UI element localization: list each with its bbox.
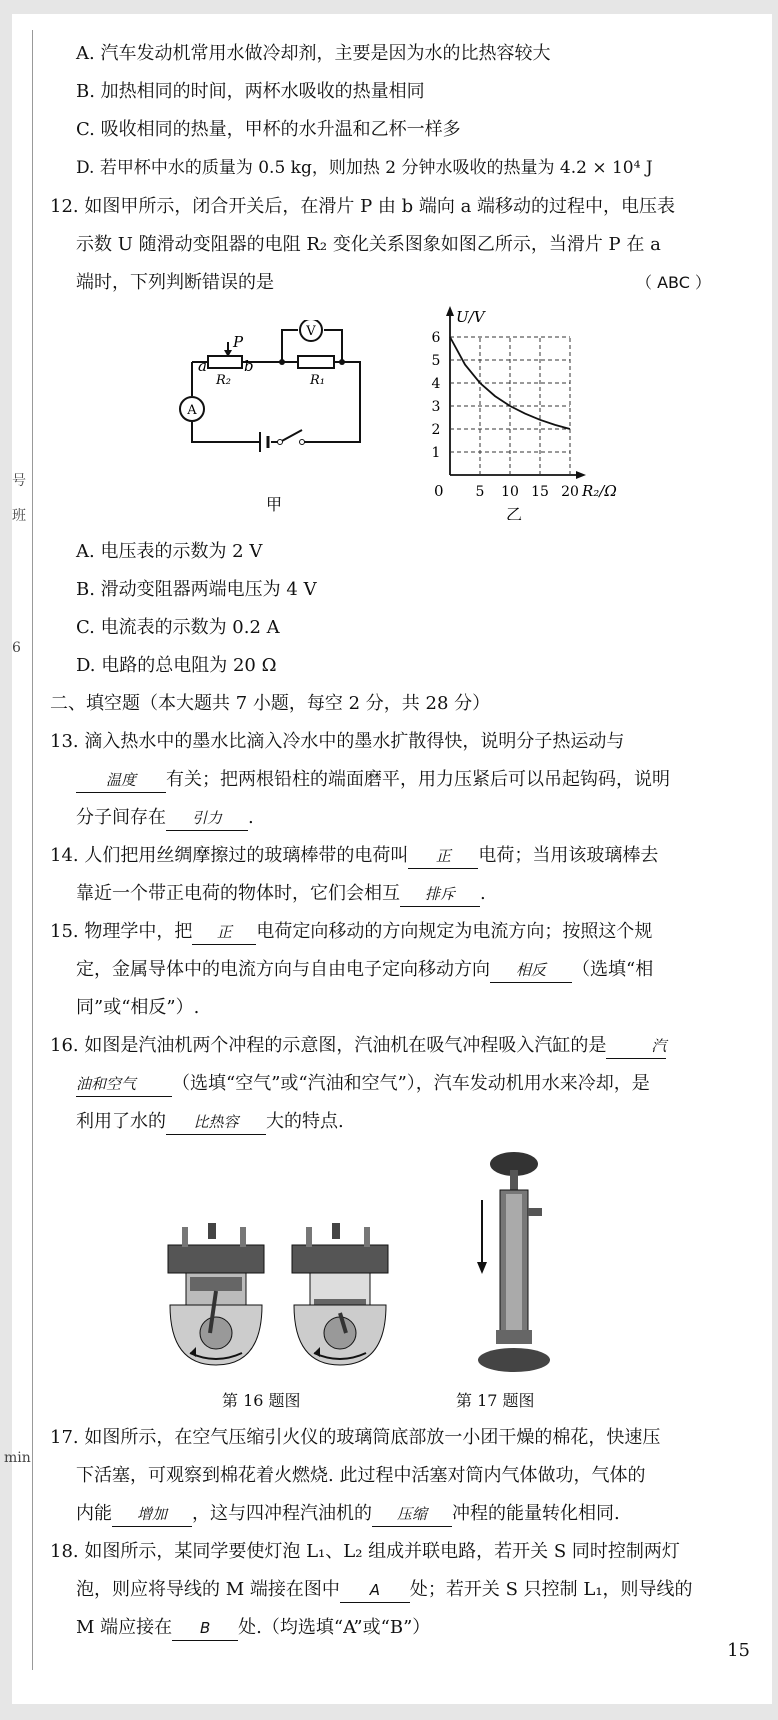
q13-line-2 bbox=[76, 768, 670, 793]
y-tick-label: 4 bbox=[431, 376, 441, 392]
q18-text-2: 泡，则应将导线的 M 端接在图中 bbox=[76, 1579, 340, 1600]
q13-text-3: 分子间存在 bbox=[76, 807, 166, 828]
q12-option-c: C. 电流表的示数为 0.2 A bbox=[76, 617, 280, 638]
q15-answer-1: 正 bbox=[192, 920, 256, 945]
q13-answer-1: 温度 bbox=[76, 768, 166, 793]
q13-answer-2: 引力 bbox=[166, 806, 248, 831]
q15-answer-2: 相反 bbox=[490, 958, 572, 983]
fig17-caption: 第 17 题图 bbox=[456, 1391, 535, 1410]
q18-text-3: M 端应接在 bbox=[76, 1617, 173, 1638]
q16-text-3: 利用了水的 bbox=[76, 1111, 166, 1132]
q16-text-3-end: 大的特点. bbox=[266, 1111, 344, 1132]
fire-syringe-figure bbox=[470, 1150, 550, 1380]
graph-xlabel: R₂/Ω bbox=[582, 482, 617, 500]
voltmeter-label: V bbox=[306, 324, 316, 339]
margin-char: 6 bbox=[12, 640, 21, 656]
engine-exhaust-stroke bbox=[168, 1223, 264, 1365]
slider-label: P bbox=[233, 333, 244, 351]
q18-answer-1: A bbox=[340, 1578, 410, 1603]
q15-text-2-end: （选填“相 bbox=[572, 959, 654, 980]
q15-text-3: 同”或“相反”）. bbox=[76, 997, 200, 1018]
q17-text-3-end: 冲程的能量转化相同. bbox=[452, 1503, 620, 1524]
q14-text-2: 靠近一个带正电荷的物体时，它们会相互 bbox=[76, 883, 400, 904]
fig16-caption: 第 16 题图 bbox=[222, 1391, 301, 1410]
q12-text-1: 12. 如图甲所示，闭合开关后，在滑片 P 由 b 端向 a 端移动的过程中，电压表 bbox=[50, 196, 676, 217]
u-r2-graph bbox=[390, 300, 660, 520]
q15-text-1-end: 电荷定向移动的方向规定为电流方向；按照这个规 bbox=[256, 921, 653, 942]
q11-option-b: B. 加热相同的时间，两杯水吸收的热量相同 bbox=[76, 81, 425, 102]
q14-text-2-end: . bbox=[480, 883, 486, 904]
q16-line-1 bbox=[50, 1034, 666, 1059]
q17-text-1: 17. 如图所示，在空气压缩引火仪的玻璃筒底部放一小团干燥的棉花，快速压 bbox=[50, 1427, 661, 1448]
q16-line-3 bbox=[76, 1110, 344, 1135]
q16-line-2 bbox=[76, 1072, 650, 1097]
y-tick-label: 5 bbox=[431, 353, 441, 369]
q12-option-b: B. 滑动变阻器两端电压为 4 V bbox=[76, 579, 317, 600]
y-tick-label: 1 bbox=[431, 445, 441, 461]
y-tick-label: 2 bbox=[431, 422, 441, 438]
graph-caption: 乙 bbox=[505, 505, 523, 520]
q15-line-2 bbox=[76, 958, 653, 983]
q13-text-1: 13. 滴入热水中的墨水比滴入冷水中的墨水扩散得快，说明分子热运动与 bbox=[50, 731, 625, 752]
r2-label: R₂ bbox=[216, 373, 231, 388]
r1-label: R₁ bbox=[310, 373, 325, 388]
circuit-caption: 甲 bbox=[266, 495, 283, 514]
section-heading: 二、填空题（本大题共 7 小题，每空 2 分，共 28 分） bbox=[50, 693, 491, 714]
end-b-label: b bbox=[244, 357, 254, 375]
engine-intake-stroke bbox=[292, 1223, 388, 1365]
end-a-label: a bbox=[198, 357, 207, 375]
margin-char: 号 bbox=[12, 473, 26, 489]
q14-line-2 bbox=[76, 882, 486, 907]
q14-line-1 bbox=[50, 844, 658, 869]
y-tick-label: 3 bbox=[431, 399, 441, 415]
y-tick-label: 6 bbox=[431, 330, 441, 346]
q18-text-2-end: 处；若开关 S 只控制 L₁，则导线的 bbox=[409, 1579, 693, 1600]
margin-char: 班 bbox=[12, 508, 26, 524]
q12-option-a: A. 电压表的示数为 2 V bbox=[76, 541, 263, 562]
q17-answer-2: 压缩 bbox=[372, 1502, 452, 1527]
q15-text-1: 15. 物理学中，把 bbox=[50, 921, 193, 942]
x-tick-label: 15 bbox=[531, 484, 549, 500]
q16-answer-1a: 汽 bbox=[606, 1034, 666, 1059]
q18-line-2 bbox=[76, 1578, 693, 1603]
q13-text-2: 有关；把两根铅柱的端面磨平，用力压紧后可以吊起钩码，说明 bbox=[166, 769, 670, 790]
q18-answer-2: B bbox=[172, 1616, 238, 1641]
q15-text-2: 定，金属导体中的电流方向与自由电子定向移动方向 bbox=[76, 959, 490, 980]
q12-answer: （ ABC ） bbox=[636, 273, 711, 292]
x-tick-label: 20 bbox=[561, 484, 579, 500]
q11-option-d: D. 若甲杯中水的质量为 0.5 kg，则加热 2 分钟水吸收的热量为 4.2 × 10⁴ J bbox=[76, 158, 653, 178]
q11-option-c: C. 吸收相同的热量，甲杯的水升温和乙杯一样多 bbox=[76, 119, 461, 140]
q16-answer-1b: 油和空气 bbox=[76, 1072, 172, 1097]
q17-line-3 bbox=[76, 1502, 620, 1527]
q13-line-3 bbox=[76, 806, 254, 831]
q16-text-2: （选填“空气”或“汽油和空气”），汽车发动机用水来冷却，是 bbox=[172, 1073, 650, 1094]
q17-text-3-mid: ，这与四冲程汽油机的 bbox=[192, 1503, 372, 1524]
q11-option-a: A. 汽车发动机常用水做冷却剂，主要是因为水的比热容较大 bbox=[76, 43, 551, 64]
binding-margin bbox=[4, 30, 33, 1670]
q14-answer-1: 正 bbox=[408, 844, 478, 869]
q12-text-2: 示数 U 随滑动变阻器的电阻 R₂ 变化关系图象如图乙所示，当滑片 P 在 a bbox=[76, 234, 661, 255]
x-tick-label: 10 bbox=[501, 484, 519, 500]
engine-strokes-figure bbox=[160, 1215, 400, 1380]
q16-answer-2: 比热容 bbox=[166, 1110, 266, 1135]
q16-text-1: 16. 如图是汽油机两个冲程的示意图，汽油机在吸气冲程吸入汽缸的是 bbox=[50, 1035, 607, 1056]
q14-text-1-end: 电荷；当用该玻璃棒去 bbox=[478, 845, 659, 866]
q17-text-2: 下活塞，可观察到棉花着火燃烧. 此过程中活塞对筒内气体做功，气体的 bbox=[76, 1465, 646, 1486]
x-tick-label: 5 bbox=[475, 484, 485, 500]
graph-origin: 0 bbox=[434, 482, 444, 500]
q12-text-3: 端时，下列判断错误的是 bbox=[76, 272, 274, 293]
graph-ylabel: U/V bbox=[456, 308, 485, 326]
q13-text-3-end: . bbox=[248, 807, 254, 828]
q18-text-3-end: 处.（均选填“A”或“B”） bbox=[238, 1617, 431, 1638]
page-number: 15 bbox=[727, 1640, 750, 1661]
q14-answer-2: 排斥 bbox=[400, 882, 480, 907]
q18-line-3 bbox=[76, 1616, 430, 1641]
circuit-diagram bbox=[170, 320, 400, 530]
q12-option-d: D. 电路的总电阻为 20 Ω bbox=[76, 655, 277, 676]
q15-line-1 bbox=[50, 920, 652, 945]
q17-answer-1: 增加 bbox=[112, 1502, 192, 1527]
q18-text-1: 18. 如图所示，某同学要使灯泡 L₁、L₂ 组成并联电路，若开关 S 同时控制两灯 bbox=[50, 1541, 680, 1562]
q14-text-1: 14. 人们把用丝绸摩擦过的玻璃棒带的电荷叫 bbox=[50, 845, 409, 866]
margin-char: min bbox=[4, 1450, 31, 1466]
q17-text-3: 内能 bbox=[76, 1503, 112, 1524]
ammeter-label: A bbox=[187, 403, 197, 418]
